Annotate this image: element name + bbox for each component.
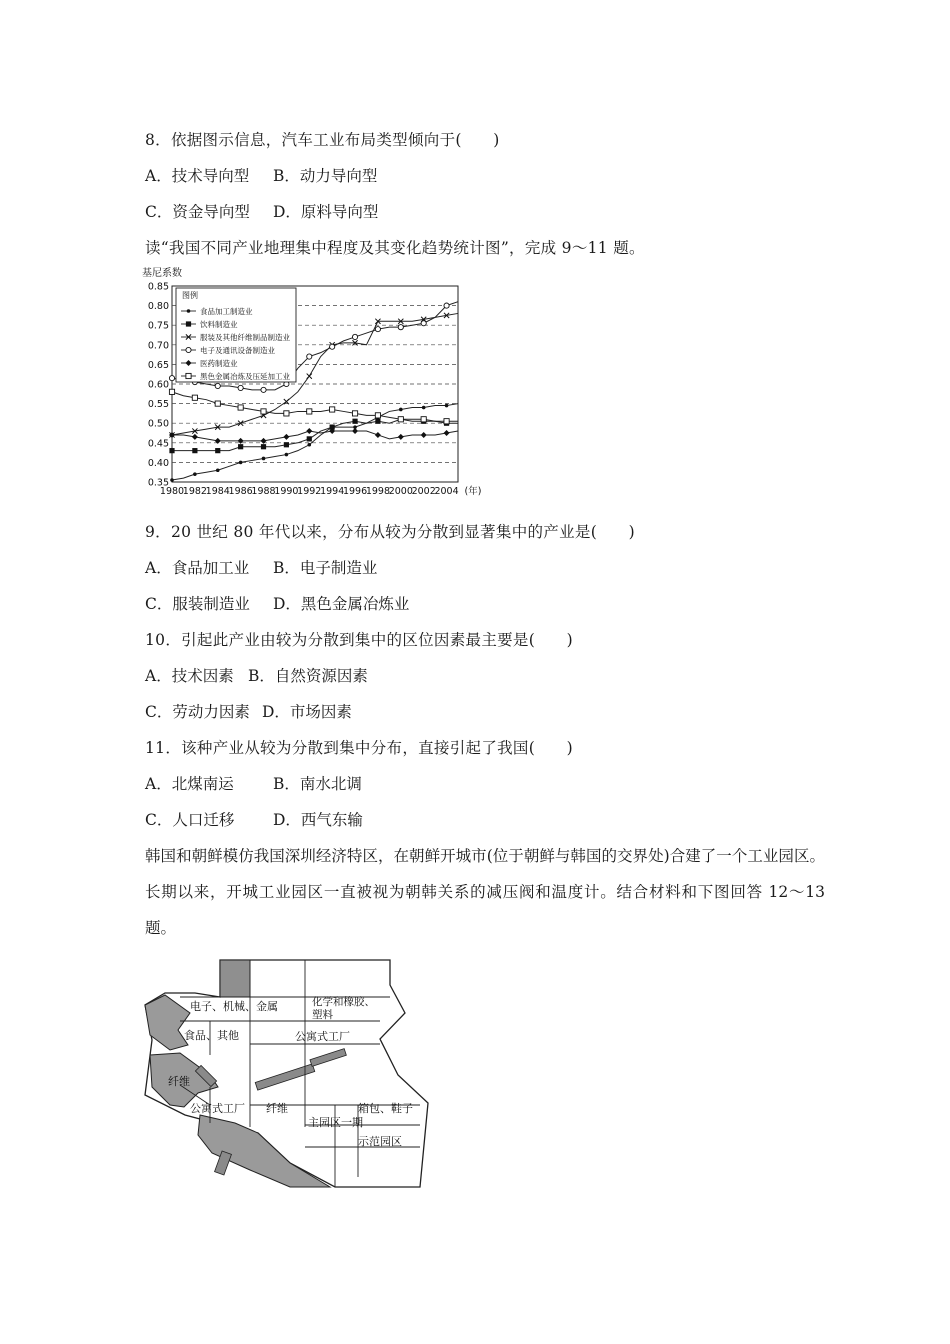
series-point-5: [352, 411, 357, 416]
y-tick-label: 0.55: [147, 399, 169, 411]
y-tick-label: 0.65: [147, 359, 169, 371]
q9-option-a: A．食品加工业: [145, 559, 250, 577]
series-point-3: [238, 385, 243, 390]
legend-marker: [186, 347, 191, 352]
series-point-5: [215, 401, 220, 406]
series-point-4: [283, 434, 289, 440]
y-tick-label: 0.45: [147, 438, 169, 450]
series-point-0: [445, 404, 449, 408]
q10-stem: 10．引起此产业由较为分散到集中的区位因素最主要是( ): [145, 631, 574, 649]
q9-option-c: C．服装制造业: [145, 595, 250, 613]
intro-12-13: 韩国和朝鲜模仿我国深圳经济特区，在朝鲜开城市(位于朝鲜与韩国的交界处)合建了一个工业园区。长期以来，开城工业园区一直被视为朝韩关系的减压阀和温度计。结合材料和下图回答 12～13 题。: [145, 847, 825, 937]
y-tick-label: 0.50: [147, 418, 169, 430]
x-tick-label: 1982: [182, 486, 207, 497]
legend-entry: 电子及通讯设备制造业: [200, 346, 275, 355]
legend-title: 图例: [182, 291, 198, 300]
q11-option-a: A．北煤南运: [145, 775, 234, 793]
y-tick-label: 0.70: [147, 340, 169, 352]
label-bags: 箱包、鞋子: [358, 1102, 413, 1115]
y-tick-label: 0.60: [147, 379, 169, 391]
series-point-1: [215, 448, 220, 453]
y-tick-label: 0.80: [147, 301, 169, 313]
series-point-4: [421, 432, 427, 438]
legend-entry: 服装及其他纤维制品制造业: [200, 333, 290, 342]
y-axis-title: 基尼系数: [142, 268, 182, 279]
label-electronics: 电子、机械、金属: [190, 1000, 278, 1013]
series-point-1: [169, 448, 174, 453]
q9-option-d: D．黑色金属冶炼业: [273, 595, 410, 613]
x-tick-label: 1996: [342, 486, 368, 497]
series-point-0: [170, 478, 174, 482]
series-point-5: [238, 405, 243, 410]
series-point-3: [444, 303, 449, 308]
q8-option-c: C．资金导向型: [145, 203, 250, 221]
series-point-3: [375, 327, 380, 332]
q10-option-c: C．劳动力因素: [145, 703, 250, 721]
y-tick-label: 0.75: [147, 320, 169, 332]
series-point-3: [421, 321, 426, 326]
x-tick-label: 1988: [251, 486, 276, 497]
series-point-5: [284, 411, 289, 416]
series-point-5: [307, 409, 312, 414]
series-point-1: [307, 436, 312, 441]
x-tick-label: 2004: [434, 486, 459, 497]
series-point-1: [192, 448, 197, 453]
series-point-3: [398, 325, 403, 330]
y-tick-label: 0.35: [147, 477, 169, 489]
series-point-3: [330, 344, 335, 349]
label-chemical-2: 塑料: [312, 1009, 333, 1021]
series-point-1: [375, 419, 380, 424]
series-point-2: [307, 374, 312, 379]
label-food: 食品、其他: [184, 1029, 239, 1042]
q8-stem: 8．依据图示信息，汽车工业布局类型倾向于( ): [145, 131, 500, 149]
series-point-0: [307, 443, 311, 447]
series-point-0: [285, 453, 289, 457]
q10-option-d: D．市场因素: [262, 703, 352, 721]
y-tick-label: 0.40: [147, 457, 169, 469]
series-line-0: [172, 404, 458, 480]
x-tick-label: 1986: [228, 486, 253, 497]
label-fiber-left: 纤维: [168, 1075, 190, 1088]
series-point-3: [215, 383, 220, 388]
series-point-3: [352, 334, 357, 339]
q10-option-b: B．自然资源因素: [248, 667, 368, 685]
intro-9-11: 读“我国不同产业地理集中程度及其变化趋势统计图”，完成 9～11 题。: [145, 239, 645, 257]
label-main-park: 主园区一期: [308, 1116, 363, 1129]
kaesong-park-map: [140, 955, 450, 1195]
series-point-1: [284, 442, 289, 447]
series-point-4: [444, 430, 450, 436]
kaesong-park-map-svg: [140, 955, 450, 1195]
x-tick-label: 1994: [320, 486, 345, 497]
series-point-4: [192, 434, 198, 440]
legend-marker: [186, 373, 191, 378]
q11-option-d: D．西气东输: [273, 811, 363, 829]
x-tick-label: 1984: [205, 486, 230, 497]
x-tick-label: 2002: [411, 486, 436, 497]
legend-entry: 饮料制造业: [200, 320, 238, 329]
series-point-0: [399, 408, 403, 412]
gray-area-top: [220, 960, 250, 997]
legend-entry: 食品加工制造业: [200, 307, 253, 316]
q8-option-b: B．动力导向型: [273, 167, 378, 185]
legend-marker: [187, 309, 191, 313]
q8-option-d: D．原料导向型: [273, 203, 379, 221]
series-point-0: [239, 461, 243, 465]
series-point-5: [261, 409, 266, 414]
x-tick-label: 1990: [274, 486, 299, 497]
series-point-0: [216, 468, 220, 472]
series-point-1: [352, 419, 357, 424]
legend-entry: 医药制造业: [200, 359, 238, 368]
q10-option-a: A．技术因素: [145, 667, 234, 685]
series-point-3: [261, 387, 266, 392]
label-demo: 示范园区: [358, 1135, 402, 1148]
series-point-4: [306, 428, 312, 434]
series-point-5: [398, 417, 403, 422]
series-point-0: [193, 472, 197, 476]
label-apartment-right: 公寓式工厂: [295, 1030, 350, 1043]
series-point-3: [169, 376, 174, 381]
gini-chart-svg: [140, 264, 520, 504]
series-point-5: [192, 395, 197, 400]
series-point-4: [398, 434, 404, 440]
series-point-5: [169, 389, 174, 394]
series-point-4: [375, 432, 381, 438]
series-point-1: [238, 444, 243, 449]
series-point-4: [352, 428, 358, 434]
q9-option-b: B．电子制造业: [273, 559, 378, 577]
legend-entry: 黑色金属冶炼及压延加工业: [200, 372, 290, 381]
gini-chart: [140, 264, 520, 504]
q11-stem: 11．该种产业从较为分散到集中分布，直接引起了我国( ): [145, 739, 574, 757]
legend-marker: [186, 321, 191, 326]
series-point-0: [422, 406, 426, 410]
x-tick-label: 1992: [297, 486, 322, 497]
q11-option-b: B．南水北调: [273, 775, 362, 793]
series-point-5: [421, 417, 426, 422]
x-tick-label: 1980: [159, 486, 185, 497]
y-tick-label: 0.85: [147, 281, 169, 293]
x-tick-label: 1998: [365, 486, 391, 497]
x-axis-unit: (年): [464, 486, 482, 497]
label-apartment-left: 公寓式工厂: [190, 1102, 245, 1115]
series-point-1: [261, 444, 266, 449]
series-point-3: [307, 354, 312, 359]
series-point-5: [375, 413, 380, 418]
label-chemical-1: 化学和橡胶、: [312, 996, 375, 1008]
series-point-0: [262, 457, 266, 461]
q8-option-a: A．技术导向型: [145, 167, 250, 185]
q9-stem: 9．20 世纪 80 年代以来，分布从较为分散到显著集中的产业是( ): [145, 523, 635, 541]
x-tick-label: 2000: [388, 486, 413, 497]
q11-option-c: C．人口迁移: [145, 811, 235, 829]
series-point-5: [330, 407, 335, 412]
series-point-5: [444, 419, 449, 424]
label-fiber-mid: 纤维: [266, 1102, 288, 1115]
